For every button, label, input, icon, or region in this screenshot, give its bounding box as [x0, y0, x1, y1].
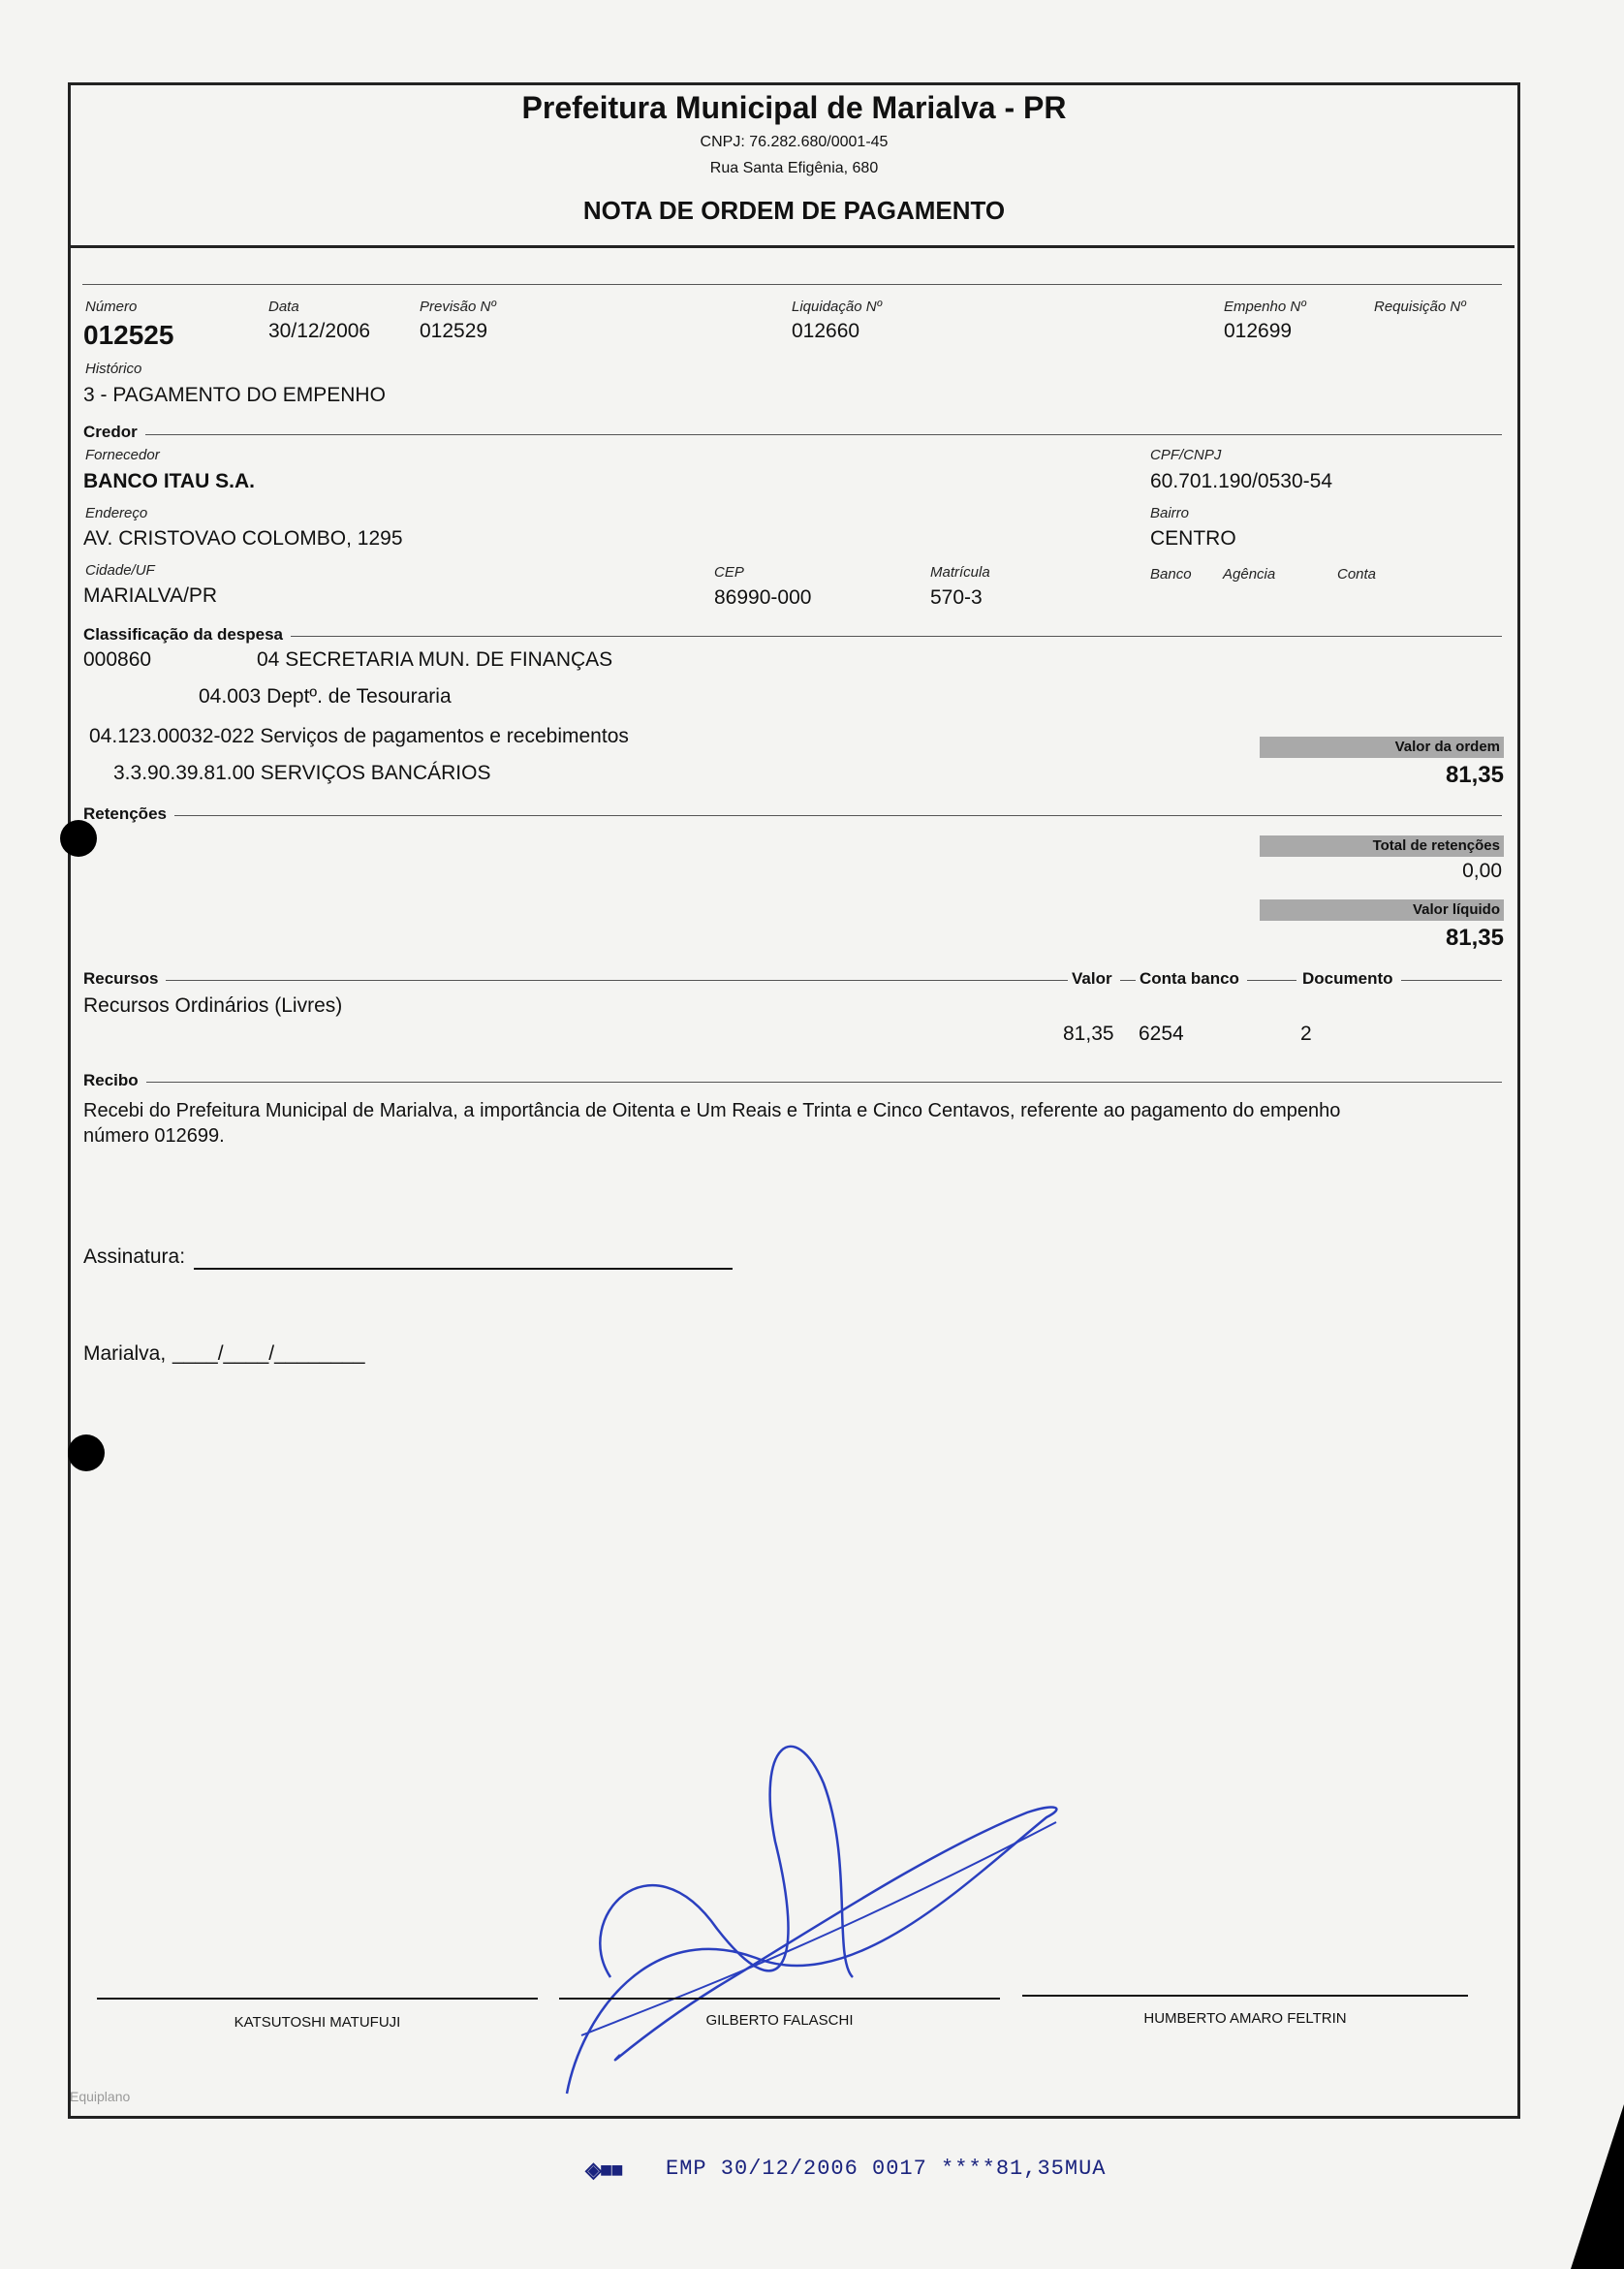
bairro-label: Bairro — [1150, 505, 1190, 521]
liquidacao-value: 012660 — [792, 320, 860, 342]
previsao-label: Previsão Nº — [420, 299, 496, 315]
recursos-section: Recursos — [83, 969, 166, 989]
matricula-value: 570-3 — [930, 586, 983, 609]
page-title: Prefeitura Municipal de Marialva - PR — [521, 90, 1067, 125]
local-label: Marialva, — [83, 1342, 167, 1365]
ids-top-line — [82, 284, 1502, 285]
recursos-descricao: Recursos Ordinários (Livres) — [83, 994, 343, 1017]
recursos-divider — [83, 980, 1502, 981]
cidade-value: MARIALVA/PR — [83, 584, 218, 607]
software-label: Equiplano — [70, 2089, 131, 2104]
valor-liquido-value: 81,35 — [1445, 925, 1504, 951]
endereco-label: Endereço — [85, 505, 148, 521]
classificacao-code: 000860 — [83, 648, 152, 671]
fornecedor-value: BANCO ITAU S.A. — [83, 470, 255, 492]
valor-ordem-label: Valor da ordem — [1260, 737, 1504, 758]
empenho-label: Empenho Nº — [1224, 299, 1306, 315]
signature-name-3: HUMBERTO AMARO FELTRIN — [1143, 2010, 1347, 2027]
historico-label: Histórico — [85, 361, 142, 377]
recursos-conta: 6254 — [1139, 1023, 1184, 1045]
header-cnpj: CNPJ: 76.282.680/0001-45 — [700, 134, 889, 150]
recursos-conta-header: Conta banco — [1136, 969, 1247, 989]
classificacao-programa: 04.123.00032-022 Serviços de pagamentos e recebimentos — [89, 725, 629, 747]
liquidacao-label: Liquidação Nº — [792, 299, 883, 315]
requisicao-label: Requisição Nº — [1374, 299, 1466, 315]
conta-label: Conta — [1337, 566, 1377, 583]
punch-hole — [60, 820, 97, 857]
agencia-label: Agência — [1223, 566, 1276, 583]
recibo-text-line2: número 012699. — [83, 1125, 225, 1147]
credor-divider — [83, 434, 1502, 435]
classificacao-elemento: 3.3.90.39.81.00 SERVIÇOS BANCÁRIOS — [113, 762, 491, 784]
recursos-valor: 81,35 — [1063, 1023, 1114, 1045]
cpf-value: 60.701.190/0530-54 — [1150, 470, 1333, 492]
assinatura-label: Assinatura: — [83, 1245, 186, 1268]
empenho-value: 012699 — [1224, 320, 1293, 342]
valor-liquido-label: Valor líquido — [1260, 899, 1504, 921]
credor-section: Credor — [83, 423, 145, 442]
recursos-documento-header: Documento — [1296, 969, 1401, 989]
total-retencoes-value: 0,00 — [1462, 860, 1502, 882]
numero-label: Número — [85, 299, 138, 315]
header-divider — [70, 245, 1515, 248]
recursos-valor-header: Valor — [1068, 969, 1120, 989]
total-retencoes-label: Total de retenções — [1260, 835, 1504, 857]
valor-ordem-value: 81,35 — [1445, 762, 1504, 788]
retencoes-divider — [83, 815, 1502, 816]
recibo-divider — [83, 1082, 1502, 1083]
classificacao-divider — [83, 636, 1502, 637]
authentication-stamp: EMP 30/12/2006 0017 ****81,35MUA — [666, 2157, 1107, 2181]
data-value: 30/12/2006 — [268, 320, 371, 342]
date-blank: ____/____/________ — [172, 1342, 365, 1365]
numero-value: 012525 — [83, 320, 174, 350]
retencoes-section: Retenções — [83, 804, 174, 824]
classificacao-section: Classificação da despesa — [83, 625, 291, 645]
recursos-documento: 2 — [1300, 1023, 1312, 1045]
punch-hole — [68, 1434, 105, 1471]
recibo-section: Recibo — [83, 1071, 146, 1090]
data-label: Data — [268, 299, 299, 315]
handwritten-signature — [562, 1725, 1085, 2113]
assinatura-line — [194, 1268, 733, 1270]
historico-value: 3 - PAGAMENTO DO EMPENHO — [83, 384, 386, 406]
endereco-value: AV. CRISTOVAO COLOMBO, 1295 — [83, 527, 403, 550]
cpf-label: CPF/CNPJ — [1150, 447, 1222, 463]
cep-value: 86990-000 — [714, 586, 812, 609]
signature-name-1: KATSUTOSHI MATUFUJI — [234, 2014, 401, 2031]
page-corner — [1571, 2104, 1624, 2269]
signature-line-1 — [97, 1998, 538, 2000]
classificacao-departamento: 04.003 Deptº. de Tesouraria — [199, 685, 452, 708]
header-address: Rua Santa Efigênia, 680 — [709, 160, 879, 176]
matricula-label: Matrícula — [930, 564, 990, 581]
banco-label: Banco — [1150, 566, 1192, 583]
signature-line-2 — [559, 1998, 1000, 2000]
fornecedor-label: Fornecedor — [85, 447, 160, 463]
classificacao-secretaria: 04 SECRETARIA MUN. DE FINANÇAS — [257, 648, 613, 671]
bairro-value: CENTRO — [1150, 527, 1236, 550]
cidade-label: Cidade/UF — [85, 562, 155, 579]
recibo-text-line1: Recebi do Prefeitura Municipal de Marialva, a importância de Oitenta e Um Reais e Trinta e Cinco Centavos, referente ao pagamento do empenho — [83, 1100, 1341, 1121]
document-title: NOTA DE ORDEM DE PAGAMENTO — [582, 196, 1006, 225]
signature-line-3 — [1022, 1995, 1468, 1997]
bank-logo-icon: ◈■■ — [585, 2158, 622, 2182]
cep-label: CEP — [714, 564, 744, 581]
previsao-value: 012529 — [420, 320, 488, 342]
signature-name-2: GILBERTO FALASCHI — [705, 2012, 854, 2029]
